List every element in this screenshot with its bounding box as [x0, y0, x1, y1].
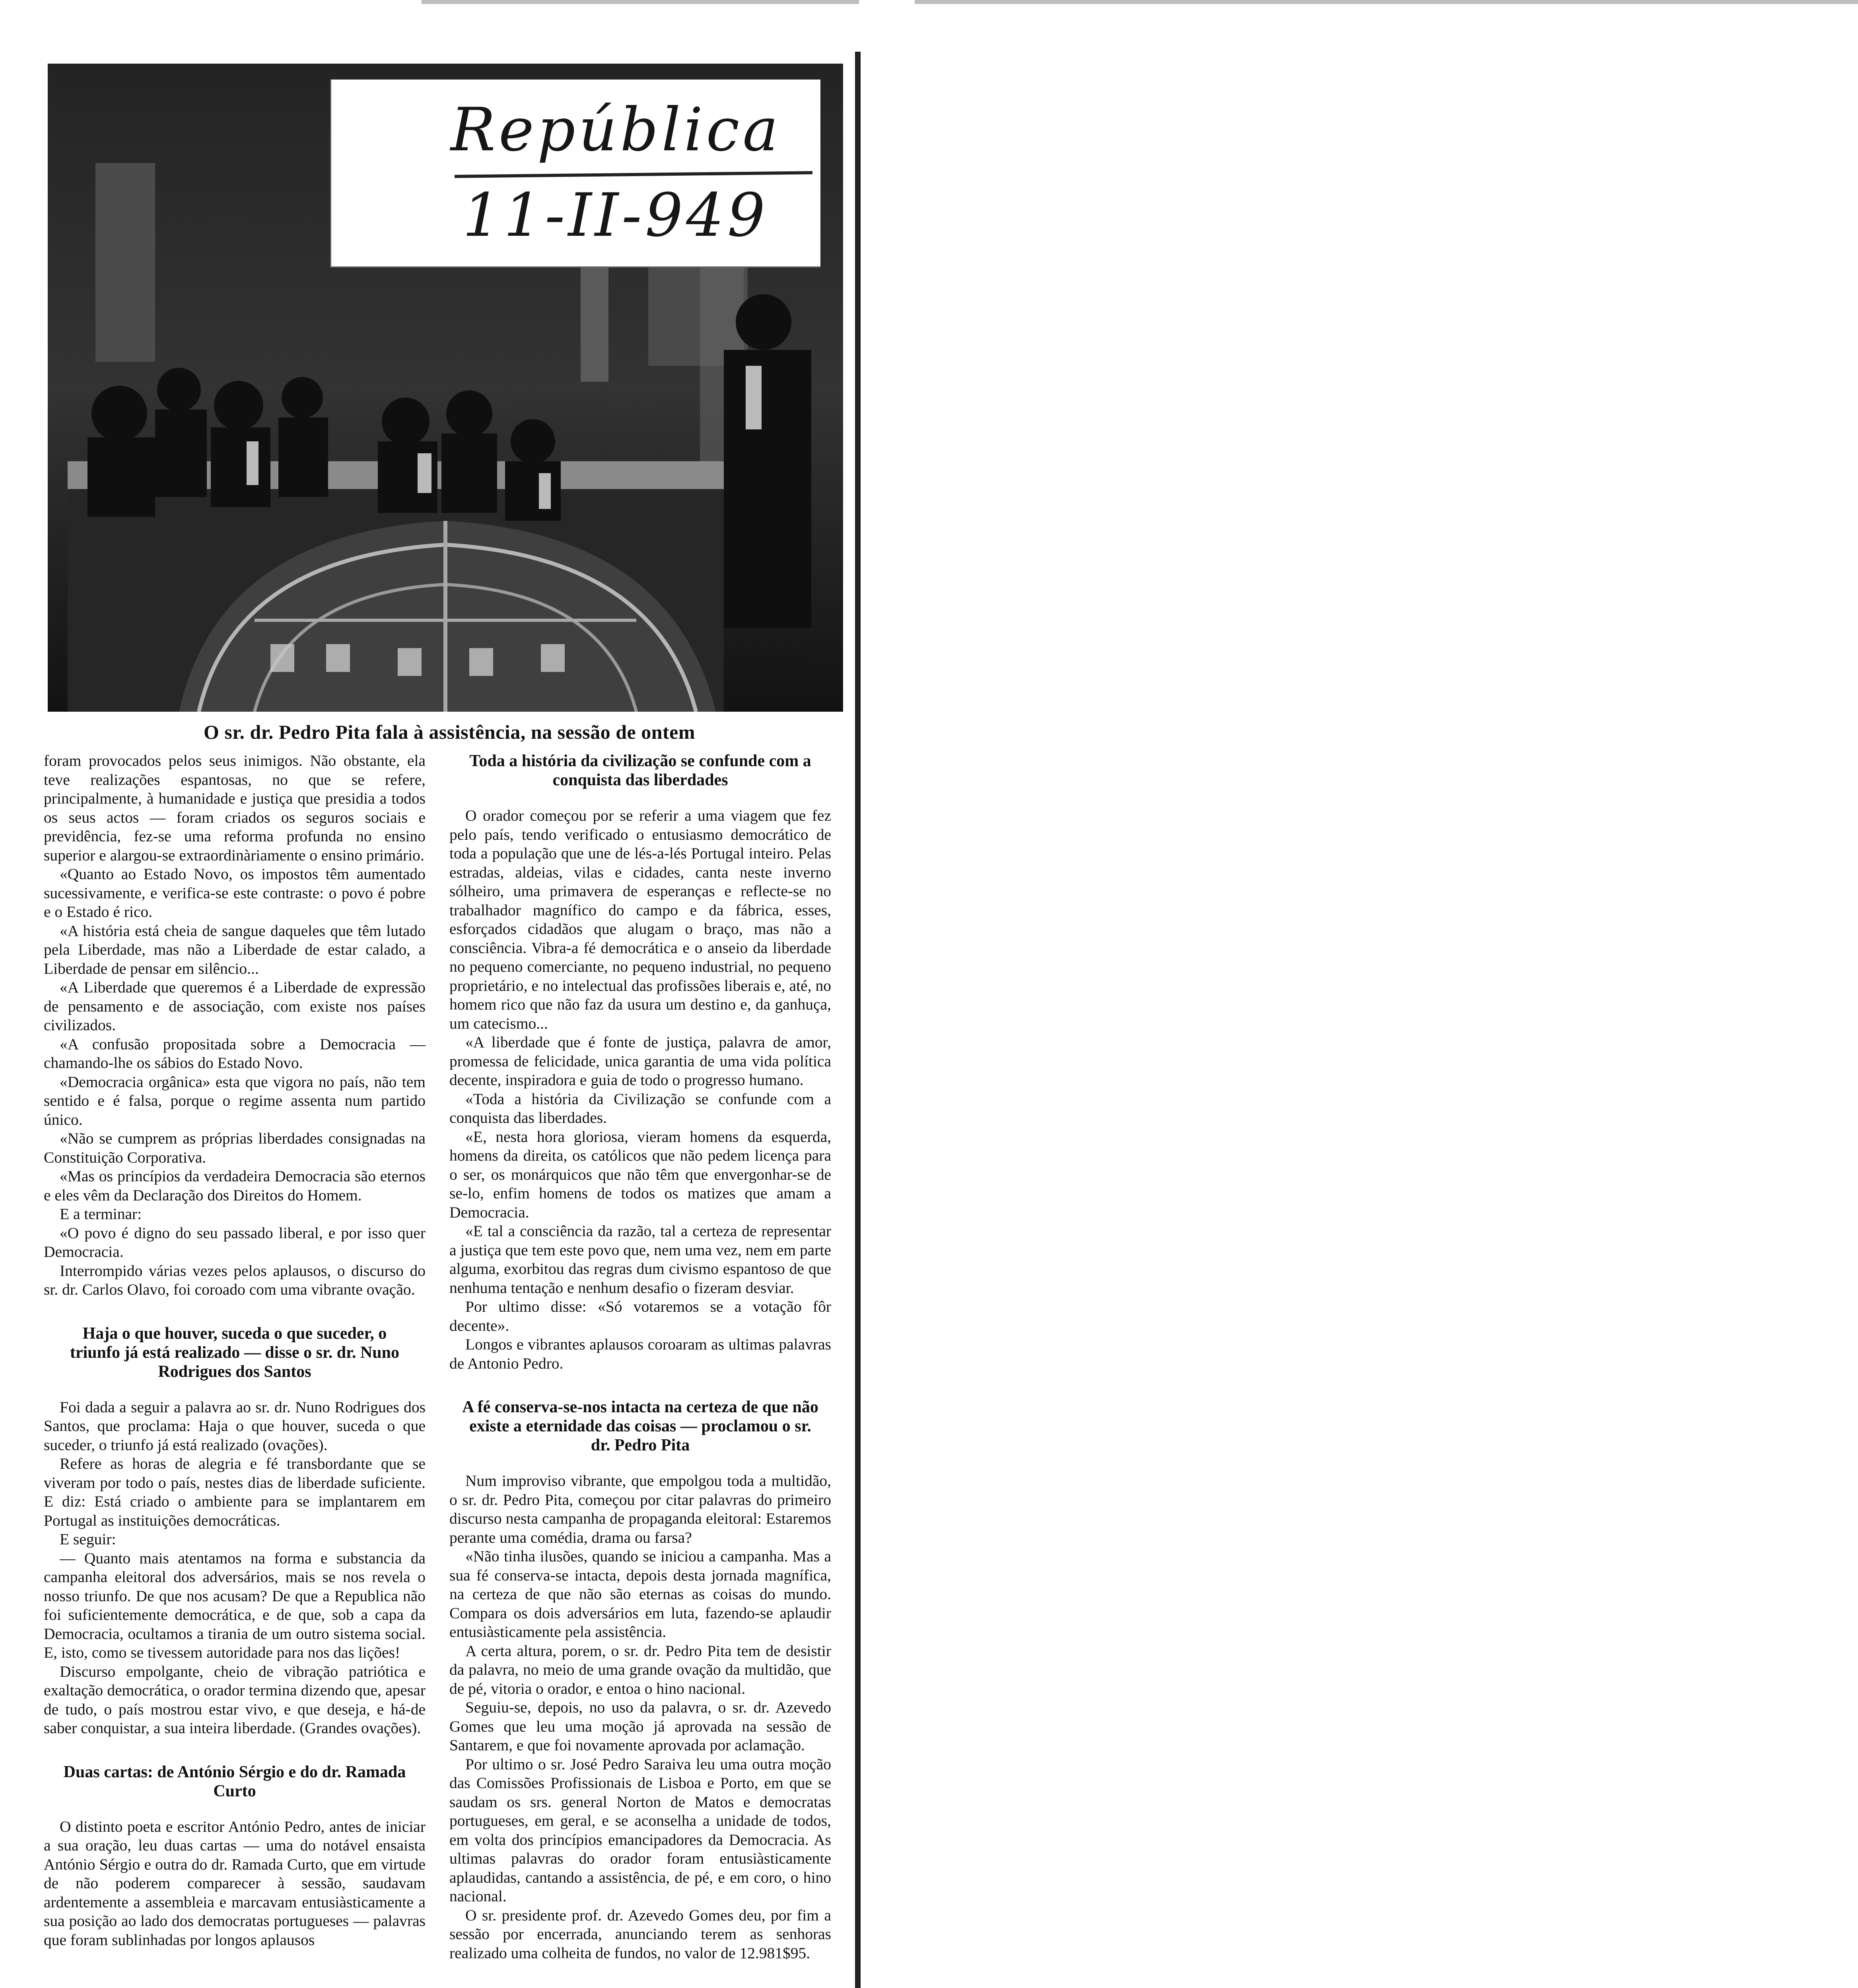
article-paragraph: Discurso empolgante, cheio de vibração patriótica e exaltação democrática, o orador termina dizendo que, apesar de tudo, o país mostrou estar vivo, e que deseja, e há-de saber conquistar, a sua inteira liberdade. (Grandes ovações). — [44, 1662, 426, 1737]
article-paragraph: «E tal a consciência da razão, tal a certeza de representar a justiça que tem este povo que, nem uma vez, nem em parte alguma, exorbitou das regras dum civismo espantoso de que nenhuma tentação e nenhum desafio o fizeram desviar. — [449, 1222, 831, 1297]
article-paragraph: «A confusão propositada sobre a Democracia — chamando-lhe os sábios do Estado Novo. — [44, 1035, 426, 1072]
photo-caption: O sr. dr. Pedro Pita fala à assistência, na sessão de ontem — [204, 721, 695, 743]
handwritten-underline — [455, 171, 812, 178]
section-heading: A fé conserva-se-nos intacta na certeza de que não existe a eternidade das coisas — proclamou o sr. dr. Pedro Pita — [462, 1398, 818, 1454]
section-heading: Duas cartas: de António Sérgio e do dr. Ramada Curto — [63, 1763, 406, 1800]
article-paragraph: «E, nesta hora gloriosa, vieram homens da esquerda, homens da direita, os católicos que não pedem licença para o ser, os monárquicos que não têm que envergonhar-se de se-lo, enfim homens de todos os matizes que amam a Democracia. — [449, 1128, 831, 1221]
article-paragraph: «Toda a história da Civilização se confunde com a conquista das liberdades. — [449, 1090, 831, 1126]
article-paragraph: «Quanto ao Estado Novo, os impostos têm aumentado sucessivamente, e verifica-se este contraste: o povo é pobre e o Estado é rico. — [44, 865, 426, 920]
article-paragraph: O distinto poeta e escritor António Pedro, antes de iniciar a sua oração, leu duas cartas — uma do notável ensaista António Sérgio e outra do dr. Ramada Curto, que em virtude de não poderem comparecer à sessão, saudavam ardentemente a assembleia e marcavam entusiàsticamente a sua posição ao lado dos democratas portugueses — palavras que foram sublinhadas por longos aplausos — [44, 1817, 426, 1949]
article-paragraph: «A história está cheia de sangue daqueles que têm lutado pela Liberdade, mas não a Liberdade de estar calado, a Liberdade de pensar em silêncio... — [44, 922, 426, 977]
right-column — [449, 751, 831, 1963]
article-paragraph: «Não tinha ilusões, quando se iniciou a campanha. Mas a sua fé conserva-se intacta, depois desta jornada magnífica, na certeza de que não são eternas as coisas do mundo. Compara os dois adversários em luta, fazendo-se aplaudir entusiàsticamente pela assistência. — [449, 1547, 831, 1640]
article-paragraph: Interrompido várias vezes pelos aplausos, o discurso do sr. dr. Carlos Olavo, foi coroado com uma vibrante ovação. — [44, 1262, 426, 1298]
article-paragraph: «Não se cumprem as próprias liberdades consignadas na Constituição Corporativa. — [44, 1130, 426, 1166]
article-paragraph: «A Liberdade que queremos é a Liberdade de expressão de pensamento e de associação, com existe nos países civilizados. — [44, 978, 426, 1034]
article-paragraph: A certa altura, porem, o sr. dr. Pedro Pita tem de desistir da palavra, no meio de uma grande ovação da multidão, que de pé, vitoria o orador, e entoa o hino nacional. — [449, 1642, 831, 1697]
article-paragraph: E a terminar: — [60, 1205, 142, 1223]
article-paragraph: Por ultimo disse: «Só votaremos se a votação fôr decente». — [449, 1298, 831, 1334]
article-paragraph: «Democracia orgânica» esta que vigora no país, não tem sentido e é falsa, porque o regime assenta num partido único. — [44, 1073, 426, 1128]
left-column — [44, 751, 426, 1949]
section-heading: Haja o que houver, suceda o que suceder, o triunfo já está realizado — disse o sr. dr. Nuno Rodrigues dos Santos — [70, 1324, 399, 1381]
article-paragraph: Foi dada a seguir a palavra ao sr. dr. Nuno Rodrigues dos Santos, que proclama: Haja o que houver, suceda o que suceder, o triunfo já está realizado (ovações). — [44, 1398, 426, 1454]
clipping-border — [855, 52, 861, 1988]
article-paragraph: Num improviso vibrante, que empolgou toda a multidão, o sr. dr. Pedro Pita, começou por citar palavras do primeiro discurso nesta campanha de propaganda eleitoral: Estaremos perante uma comédia, drama ou farsa? — [449, 1472, 831, 1546]
article-paragraph: «O povo é digno do seu passado liberal, e por isso quer Democracia. — [44, 1224, 426, 1260]
article-paragraph: «A liberdade que é fonte de justiça, palavra de amor, promessa de felicidade, unica garantia de uma vida política decente, inspiradora e guia de todo o progresso humano. — [449, 1033, 831, 1089]
article-paragraph: Seguiu-se, depois, no uso da palavra, o sr. dr. Azevedo Gomes que leu uma moção já aprovada na sessão de Santarem, e que foi novamente aprovada por aclamação. — [449, 1699, 831, 1754]
article-paragraph: O sr. presidente prof. dr. Azevedo Gomes deu, por fim a sessão por encerrada, anunciando terem as senhoras realizado uma colheita de fundos, no valor de 12.981$95. — [449, 1906, 831, 1962]
section-heading: Toda a história da civilização se confunde com a conquista das liberdades — [469, 752, 811, 789]
article-paragraph: Por ultimo o sr. José Pedro Saraiva leu uma outra moção das Comissões Profissionais de Lisboa e Porto, em que se saudam os srs. general Norton de Matos e democratas portugueses, em geral, e se aconselha a unidade de todos, em volta dos princípios emancipadores da Democracia. As ultimas palavras do orador foram entusiàsticamente aplaudidas, cantando a assistência, de pé, e em coro, o hino nacional. — [449, 1755, 831, 1905]
news-photo — [48, 64, 843, 712]
article-paragraph: Refere as horas de alegria e fé transbordante que se viveram por todo o país, nestes dias de liberdade suficiente. E diz: Está criado o ambiente para se implantarem em Portugal as instituições democráticas. — [44, 1455, 426, 1529]
scan-edge-line — [422, 0, 859, 4]
article-paragraph: foram provocados pelos seus inimigos. Não obstante, ela teve realizações espantosas, no que se refere, principalmente, à humanidade e justiça que presidia a todos os seus actos — foram criados os seguros sociais e previdência, fez-se uma reforma profunda no ensino superior e alargou-se extraordinàriamente o ensino primário. — [44, 752, 426, 864]
article-paragraph: E seguir: — [60, 1530, 116, 1548]
archive-stamp — [330, 80, 820, 268]
article-paragraph: «Mas os princípios da verdadeira Democracia são eternos e eles vêm da Declaração dos Direitos do Homem. — [44, 1167, 426, 1204]
article-paragraph: — Quanto mais atentamos na forma e substancia da campanha eleitoral dos adversários, mais se nos revela o nosso triunfo. De que nos acusam? De que a Republica não foi suficientemente democrática, e de que, sob a capa da Democracia, ocultamos a tirania de um outro sistema social. E, isto, como se tivessem autoridade para nos das lições! — [44, 1549, 426, 1661]
handwritten-newspaper-name: República — [451, 95, 781, 165]
handwritten-date: 11-II-949 — [463, 181, 769, 250]
scan-edge-line — [915, 0, 1858, 4]
newspaper-clipping — [40, 48, 859, 1988]
article-paragraph: O orador começou por se referir a uma viagem que fez pelo país, tendo verificado o entusiasmo democrático de toda a população que une de lés-a-lés Portugal inteiro. Pelas estradas, aldeias, vilas e cidades, canta neste inverno sólheiro, uma primavera de esperanças e reflecte-se no trabalhador magnífico do campo e da fábrica, esses, esforçados cidadãos que alugam o braço, mas não a consciência. Vibra-a fé democrática e o anseio da liberdade no pequeno comerciante, no pequeno industrial, no pequeno proprietário, e no intelectual das profissões liberais e, até, no homem rico que não faz da usura um destino e, da ganhuça, um catecismo... — [449, 807, 831, 1032]
article-paragraph: Longos e vibrantes aplausos coroaram as ultimas palavras de Antonio Pedro. — [449, 1336, 831, 1372]
